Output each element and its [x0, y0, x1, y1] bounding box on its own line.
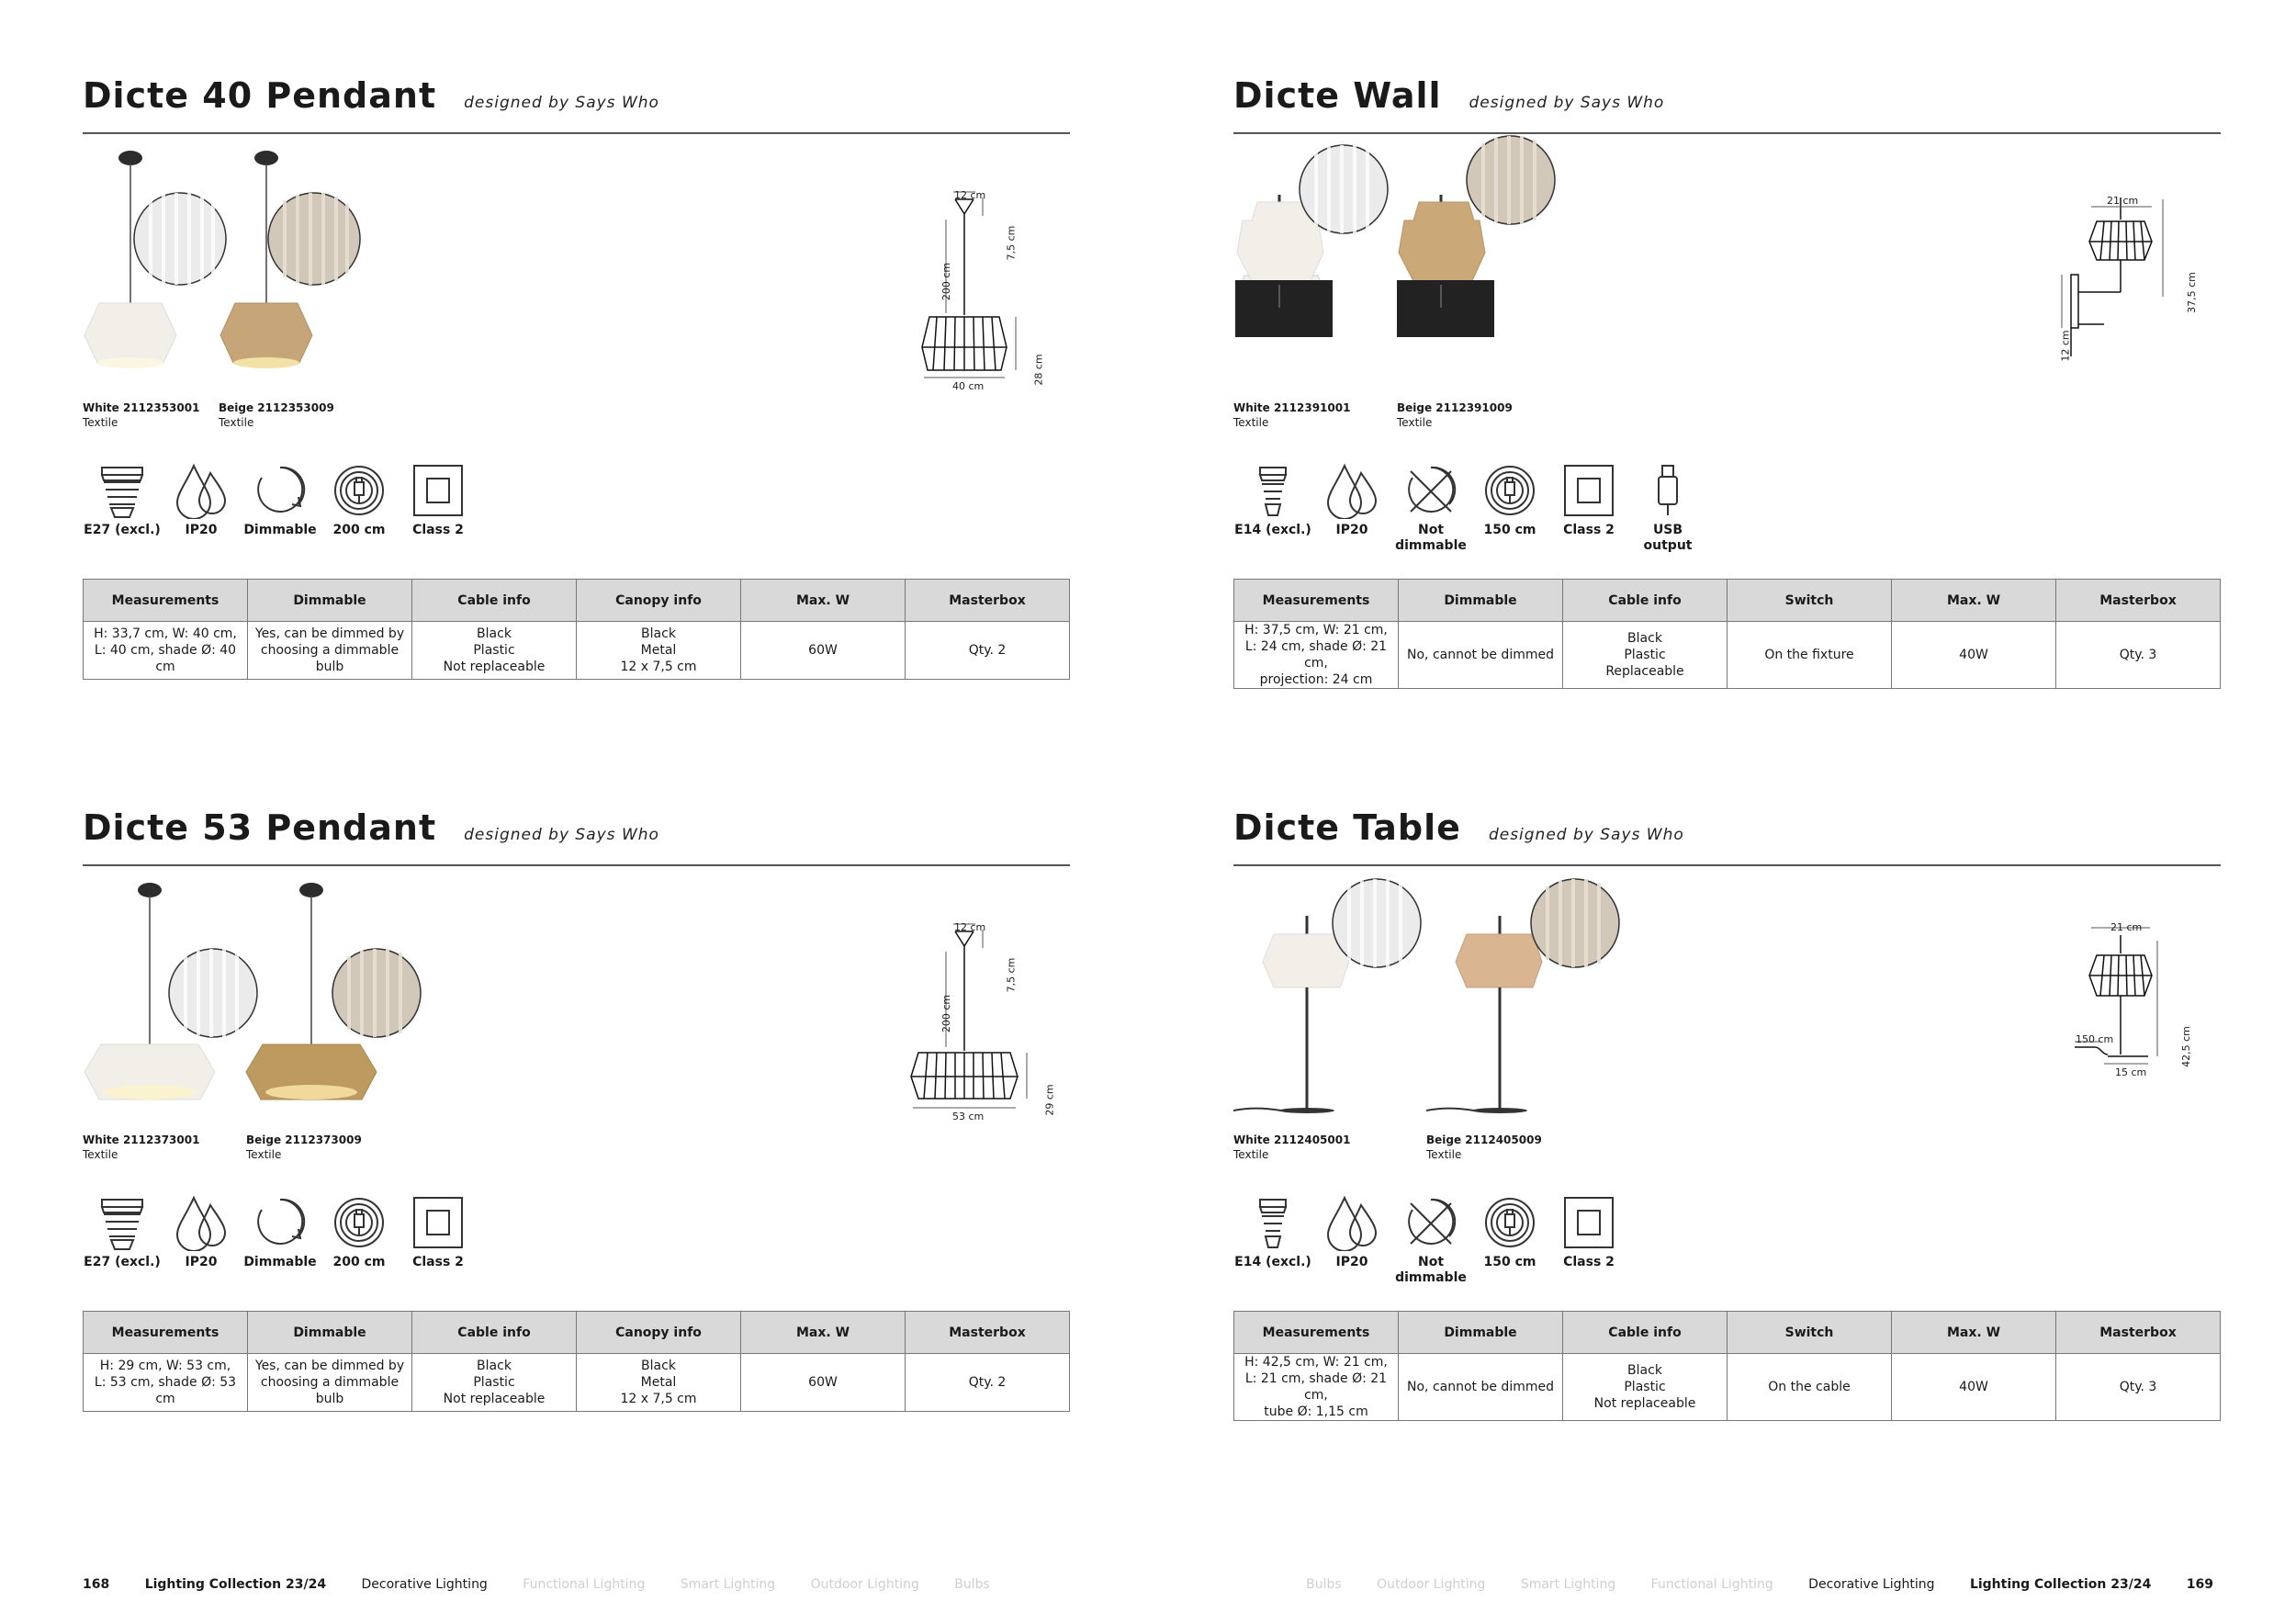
dimmable-icon: [253, 1194, 308, 1251]
product-dicte-53-pendant: [83, 804, 1070, 1447]
material-swatch-beige: [1529, 877, 1621, 969]
e14-bulb-icon: [1245, 462, 1300, 519]
dim-label-a: 12 cm: [954, 921, 986, 933]
spec-table: [83, 1311, 1070, 1412]
e27-bulb-icon: [95, 1194, 150, 1251]
product-header: [83, 72, 1070, 134]
nav-functional-lighting[interactable]: Functional Lighting: [1650, 1577, 1773, 1592]
dim-label-d: 15 cm: [2115, 1066, 2147, 1078]
feature-cable: 200 cm: [320, 462, 399, 538]
dim-label-e: 53 cm: [952, 1111, 985, 1122]
cable-length-icon: [1482, 1194, 1537, 1251]
feature-cable: 200 cm: [320, 1194, 399, 1270]
dim-label-c: 12 cm: [2059, 330, 2072, 362]
dimension-drawing: [854, 919, 1065, 1194]
material-swatch-beige: [1465, 134, 1557, 226]
feature-bulb: E14 (excl.): [1233, 462, 1312, 538]
feature-bulb: E14 (excl.): [1233, 1194, 1312, 1270]
feature-cable: 150 cm: [1470, 462, 1549, 538]
nav-decorative-lighting[interactable]: Decorative Lighting: [1808, 1577, 1935, 1592]
cable-length-icon: [1482, 462, 1537, 519]
designer-credit: designed by Says Who: [1469, 94, 1665, 112]
material-swatch-beige: [331, 947, 422, 1039]
variant-label-white: White 2112373001 Textile: [83, 1133, 200, 1161]
class-2-icon: [1561, 1194, 1616, 1251]
material-swatch-white: [1331, 877, 1423, 969]
nav-smart-lighting[interactable]: Smart Lighting: [680, 1577, 776, 1592]
spec-table: [1233, 579, 2221, 689]
feature-ip: IP20: [1312, 1194, 1391, 1270]
nav-outdoor-lighting[interactable]: Outdoor Lighting: [810, 1577, 919, 1592]
dim-label-a: 12 cm: [954, 189, 986, 201]
product-header: [83, 804, 1070, 866]
product-photos: [83, 147, 634, 429]
feature-bulb: E27 (excl.): [83, 462, 162, 538]
not-dimmable-icon: [1403, 462, 1458, 519]
nav-bulbs[interactable]: Bulbs: [1306, 1577, 1342, 1592]
product-title: Dicte 53 Pendant designed by Says Who: [83, 807, 659, 848]
dim-label-d: 29 cm: [1043, 1084, 1056, 1116]
dim-label-b: 7,5 cm: [1005, 225, 1018, 261]
class-2-icon: [411, 462, 466, 519]
dim-label-b: 42,5 cm: [2179, 1026, 2192, 1067]
spec-table: [83, 579, 1070, 680]
ip20-icon: [1324, 462, 1379, 519]
feature-dimmable: Dimmable: [241, 1194, 320, 1270]
spec-table-header: Measurements Dimmable Cable info Switch Max. W Masterbox: [1234, 1312, 2221, 1354]
feature-dimmable: Dimmable: [241, 462, 320, 538]
feature-class: Class 2: [399, 1194, 478, 1270]
feature-ip: IP20: [162, 462, 241, 538]
material-swatch-white: [132, 191, 228, 287]
class-2-icon: [1561, 462, 1616, 519]
feature-ip: IP20: [162, 1194, 241, 1270]
material-swatch-white: [1298, 143, 1390, 235]
spec-table-row: H: 42,5 cm, W: 21 cm, L: 21 cm, shade Ø: 21 cm, tube Ø: 1,15 cm No, cannot be dimmed Black Plastic Not replaceable On the cable 40W Qty. 3: [1234, 1354, 2221, 1421]
variant-label-beige: Beige 2112405009 Textile: [1426, 1133, 1542, 1161]
feature-usb: USB output: [1628, 462, 1707, 554]
not-dimmable-icon: [1403, 1194, 1458, 1251]
dim-label-d: 28 cm: [1032, 354, 1045, 386]
product-title: Dicte 40 Pendant designed by Says Who: [83, 75, 659, 116]
dim-label-a: 21 cm: [2107, 195, 2139, 207]
ip20-icon: [1324, 1194, 1379, 1251]
feature-cable: 150 cm: [1470, 1194, 1549, 1270]
feature-bulb: E27 (excl.): [83, 1194, 162, 1270]
product-photos: [1233, 879, 1784, 1161]
spec-table-row: H: 33,7 cm, W: 40 cm, L: 40 cm, shade Ø: 40 cm Yes, can be dimmed by choosing a dimmable bulb Black Plastic Not replaceable Black Metal 12 x 7,5 cm 60W Qty. 2: [84, 622, 1070, 680]
spec-table-header: Measurements Dimmable Cable info Canopy info Max. W Masterbox: [84, 1312, 1070, 1354]
cable-length-icon: [332, 462, 387, 519]
designer-credit: designed by Says Who: [464, 826, 659, 844]
dimension-drawing: [854, 186, 1065, 462]
class-2-icon: [411, 1194, 466, 1251]
product-dicte-wall: [1233, 72, 2221, 715]
dim-label-b: 37,5 cm: [2185, 272, 2198, 313]
dim-label-a: 21 cm: [2110, 921, 2143, 933]
footer-right: [1306, 1577, 2213, 1592]
variant-label-white: White 2112353001 Textile: [83, 401, 200, 429]
designer-credit: designed by Says Who: [464, 94, 659, 112]
ip20-icon: [174, 462, 229, 519]
page-number: 169: [2186, 1577, 2213, 1592]
footer-collection: Lighting Collection 23/24: [1969, 1577, 2152, 1592]
footer-left: [83, 1577, 1021, 1592]
dim-label-b: 7,5 cm: [1005, 957, 1018, 993]
feature-ip: IP20: [1312, 462, 1391, 538]
footer-collection: Lighting Collection 23/24: [144, 1577, 327, 1592]
nav-smart-lighting[interactable]: Smart Lighting: [1520, 1577, 1616, 1592]
spec-table: [1233, 1311, 2221, 1421]
product-photos: [1233, 147, 1784, 429]
product-dicte-40-pendant: [83, 72, 1070, 715]
product-title: Dicte Wall designed by Says Who: [1233, 75, 1665, 116]
e27-bulb-icon: [95, 462, 150, 519]
feature-dimmable: Not dimmable: [1391, 462, 1470, 554]
product-photos: [83, 879, 634, 1161]
variant-label-beige: Beige 2112391009 Textile: [1397, 401, 1513, 429]
usb-output-icon: [1640, 462, 1695, 519]
dim-label-c: 200 cm: [940, 262, 953, 301]
spec-table-header: Measurements Dimmable Cable info Canopy info Max. W Masterbox: [84, 580, 1070, 622]
designer-credit: designed by Says Who: [1488, 826, 1684, 844]
dim-label-c: 150 cm: [2076, 1033, 2114, 1045]
cable-length-icon: [332, 1194, 387, 1251]
spec-table-row: H: 37,5 cm, W: 21 cm, L: 24 cm, shade Ø: 21 cm, projection: 24 cm No, cannot be dimmed Black Plastic Replaceable On the fixture 40W Qty. 3: [1234, 622, 2221, 689]
nav-functional-lighting[interactable]: Functional Lighting: [523, 1577, 646, 1592]
dimension-drawing: [2005, 186, 2216, 462]
spec-table-row: H: 29 cm, W: 53 cm, L: 53 cm, shade Ø: 53 cm Yes, can be dimmed by choosing a dimmable bulb Black Plastic Not replaceable Black Metal 12 x 7,5 cm 60W Qty. 2: [84, 1354, 1070, 1412]
nav-decorative-lighting[interactable]: Decorative Lighting: [361, 1577, 488, 1592]
product-dicte-table: [1233, 804, 2221, 1447]
e14-bulb-icon: [1245, 1194, 1300, 1251]
dim-label-e: 40 cm: [952, 380, 985, 392]
table-lamp-beige-photo: [1426, 879, 1546, 1127]
product-title: Dicte Table designed by Says Who: [1233, 807, 1684, 848]
page-number: 168: [83, 1577, 110, 1592]
feature-class: Class 2: [1549, 1194, 1628, 1270]
feature-dimmable: Not dimmable: [1391, 1194, 1470, 1286]
feature-class: Class 2: [399, 462, 478, 538]
dimmable-icon: [253, 462, 308, 519]
product-header: [1233, 72, 2221, 134]
product-header: [1233, 804, 2221, 866]
dim-label-c: 200 cm: [940, 994, 953, 1033]
variant-label-beige: Beige 2112373009 Textile: [246, 1133, 362, 1161]
nav-bulbs[interactable]: Bulbs: [954, 1577, 990, 1592]
nav-outdoor-lighting[interactable]: Outdoor Lighting: [1377, 1577, 1486, 1592]
variant-label-white: White 2112391001 Textile: [1233, 401, 1351, 429]
variant-label-white: White 2112405001 Textile: [1233, 1133, 1351, 1161]
material-swatch-beige: [266, 191, 362, 287]
feature-class: Class 2: [1549, 462, 1628, 538]
variant-label-beige: Beige 2112353009 Textile: [219, 401, 334, 429]
spec-table-header: Measurements Dimmable Cable info Switch Max. W Masterbox: [1234, 580, 2221, 622]
ip20-icon: [174, 1194, 229, 1251]
